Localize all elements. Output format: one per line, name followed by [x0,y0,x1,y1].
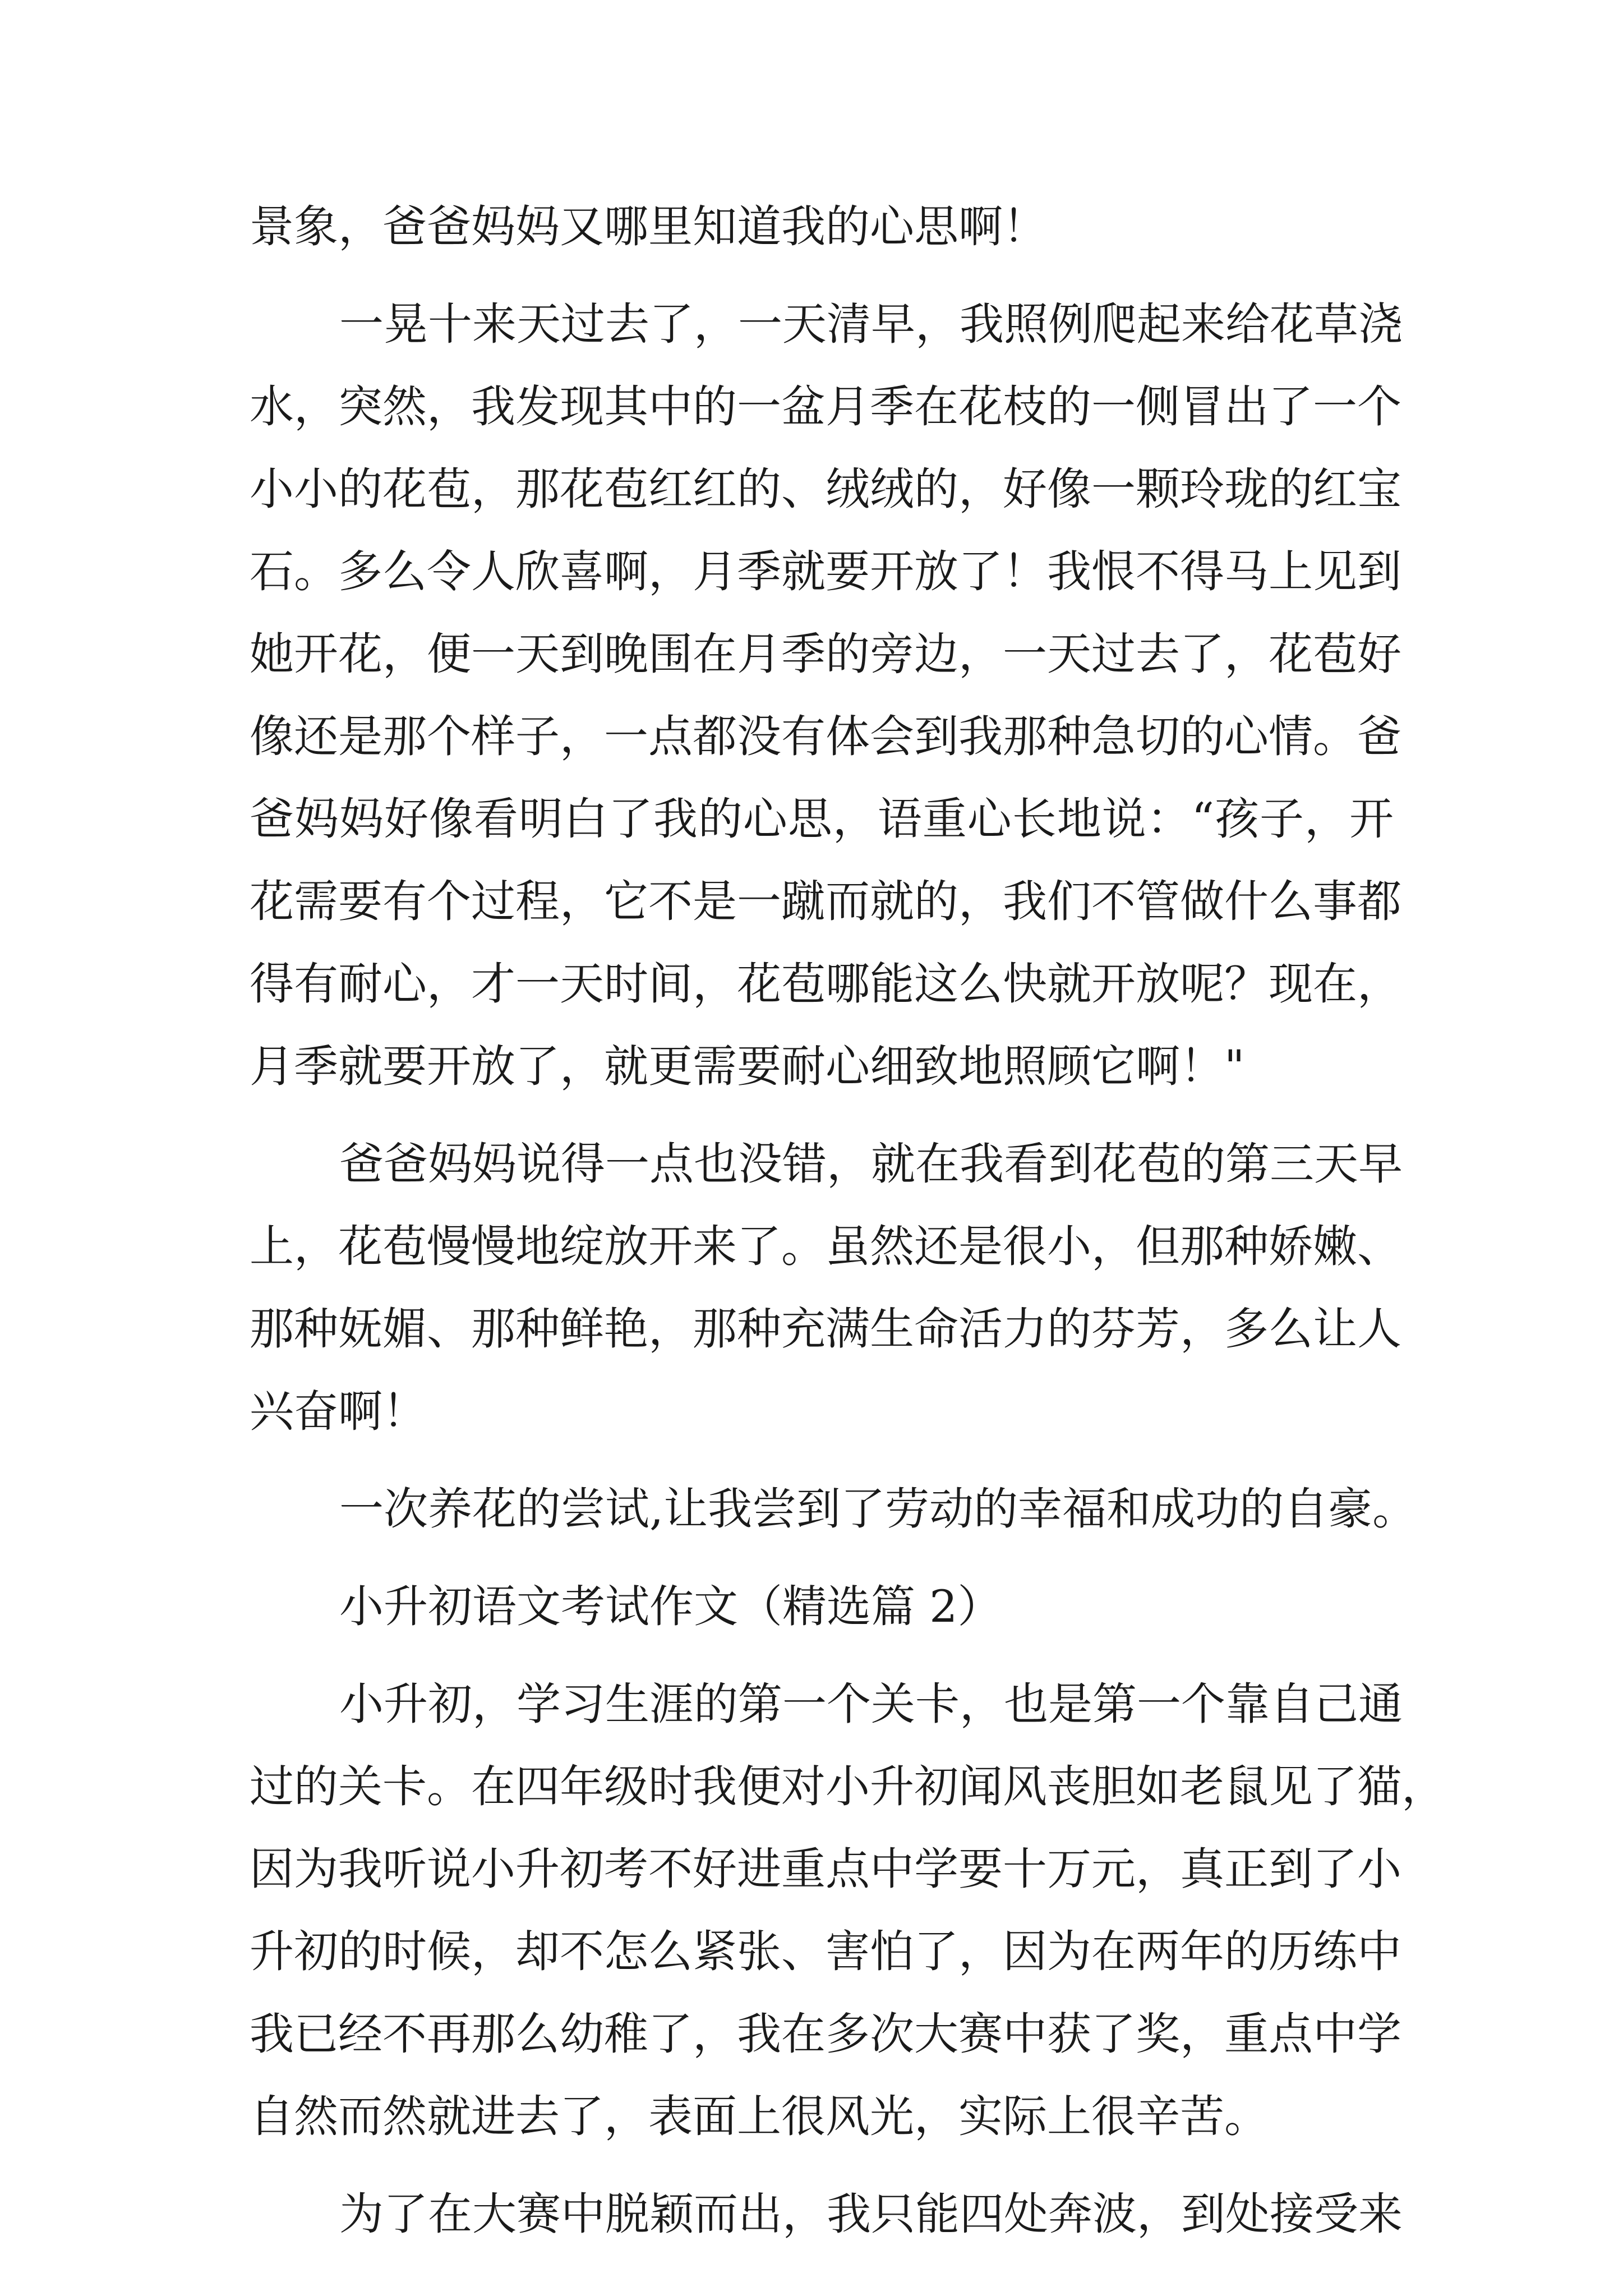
text-line-18: 小升初，学习生涯的第一个关卡，也是第一个靠自己通 [339,1678,1403,1730]
text-line-19: 过的关卡。在四年级时我便对小升初闻风丧胆如老鼠见了猫， [250,1761,1446,1812]
text-line-20: 因为我听说小升初考不好进重点中学要十万元，真正到了小 [250,1843,1401,1895]
text-line-13: 上，花苞慢慢地绽放开来了。虽然还是很小，但那种娇嫩、 [250,1221,1401,1272]
text-line-9: 花需要有个过程，它不是一蹴而就的，我们不管做什么事都 [250,876,1401,927]
text-line-2: 一晃十来天过去了，一天清早，我照例爬起来给花草浇 [339,298,1403,350]
text-line-12: 爸爸妈妈说得一点也没错，就在我看到花苞的第三天早 [339,1138,1403,1190]
text-line-24: 为了在大赛中脱颖而出，我只能四处奔波，到处接受来 [339,2188,1403,2240]
text-line-17: 小升初语文考试作文（精选篇 2） [339,1581,1002,1632]
text-line-23: 自然而然就进去了，表面上很风光，实际上很辛苦。 [250,2091,1269,2142]
text-line-1: 景象，爸爸妈妈又哪里知道我的心思啊！ [250,201,1047,252]
text-line-3: 水，突然，我发现其中的一盆月季在花枝的一侧冒出了一个 [250,381,1401,432]
text-line-14: 那种妩媚、那种鲜艳，那种充满生命活力的芬芳，多么让人 [250,1303,1401,1355]
text-line-22: 我已经不再那么幼稚了，我在多次大赛中获了奖，重点中学 [250,2008,1401,2060]
text-line-7: 像还是那个样子，一点都没有体会到我那种急切的心情。爸 [250,711,1401,762]
text-line-6: 她开花，便一天到晚围在月季的旁边，一天过去了，花苞好 [250,628,1401,680]
text-line-21: 升初的时候，却不怎么紧张、害怕了，因为在两年的历练中 [250,1926,1401,1977]
text-line-11: 月季就要开放了，就更需要耐心细致地照顾它啊！" [250,1041,1245,1092]
text-line-10: 得有耐心，才一天时间，花苞哪能这么快就开放呢？现在， [250,958,1401,1010]
text-line-5: 石。多么令人欣喜啊，月季就要开放了！我恨不得马上见到 [250,546,1401,597]
text-line-8: 爸妈妈好像看明白了我的心思，语重心长地说：“孩子，开 [250,793,1394,845]
text-line-16: 一次养花的尝试,让我尝到了劳动的幸福和成功的自豪。 [339,1483,1417,1535]
text-line-4: 小小的花苞，那花苞红红的、绒绒的，好像一颗玲珑的红宝 [250,463,1401,515]
text-line-15: 兴奋啊！ [250,1386,427,1437]
